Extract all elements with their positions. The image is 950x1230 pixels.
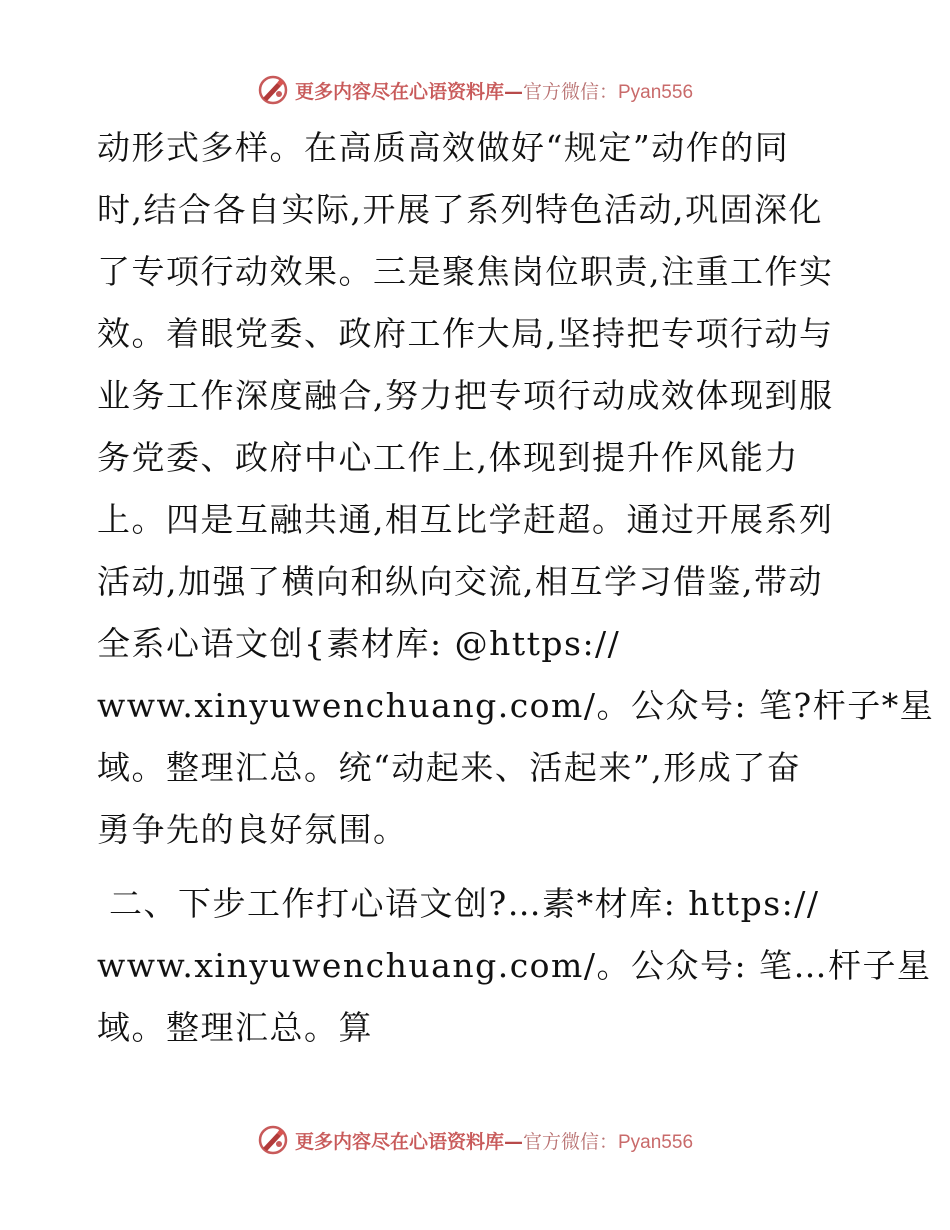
text-line: 勇争先的良好氛围。 [97,810,408,849]
body-text [97,117,935,1059]
text-line: 活动,加强了横向和纵向交流,相互学习借鉴,带动 [97,562,823,601]
section-heading-line: 二、下步工作打心语文创?…素*材库: https:// [97,884,820,923]
footer-wechat-id: Pyan556 [618,1131,694,1153]
text-line: 域。整理汇总。统“动起来、活起来”,形成了奋 [97,748,802,787]
text-line: www.xinyuwenchuang.com/。公众号: 笔…杆子星 [97,946,932,985]
header-banner [0,70,950,110]
footer-dash: — [503,1130,523,1153]
text-line: 效。着眼党委、政府工作大局,坚持把专项行动与 [97,314,834,353]
text-line: 务党委、政府中心工作上,体现到提升作风能力 [97,438,799,477]
pen-logo-icon [257,74,289,106]
footer-banner [0,1120,950,1160]
text-line: 域。整理汇总。算 [97,1008,373,1047]
header-wechat-id: Pyan556 [618,81,694,103]
text-line: 动形式多样。在高质高效做好“规定”动作的同 [97,128,790,167]
header-wechat-label: 官方微信： [522,80,618,103]
text-line: 业务工作深度融合,努力把专项行动成效体现到服 [97,376,834,415]
text-line: 全系心语文创{素材库: @https:// [97,624,621,663]
header-dash: — [503,80,523,103]
pen-logo-icon [257,1124,289,1156]
footer-wechat-label: 官方微信： [522,1130,618,1153]
footer-brand: 更多内容尽在心语资料库 [294,1130,504,1153]
text-line: 了专项行动效果。三是聚焦岗位职责,注重工作实 [97,252,834,291]
text-line: www.xinyuwenchuang.com/。公众号: 笔?杆子*星 [97,686,935,725]
header-brand: 更多内容尽在心语资料库 [294,80,504,103]
text-line: 时,结合各自实际,开展了系列特色活动,巩固深化 [97,190,823,229]
text-line: 上。四是互融共通,相互比学赶超。通过开展系列 [97,500,834,539]
